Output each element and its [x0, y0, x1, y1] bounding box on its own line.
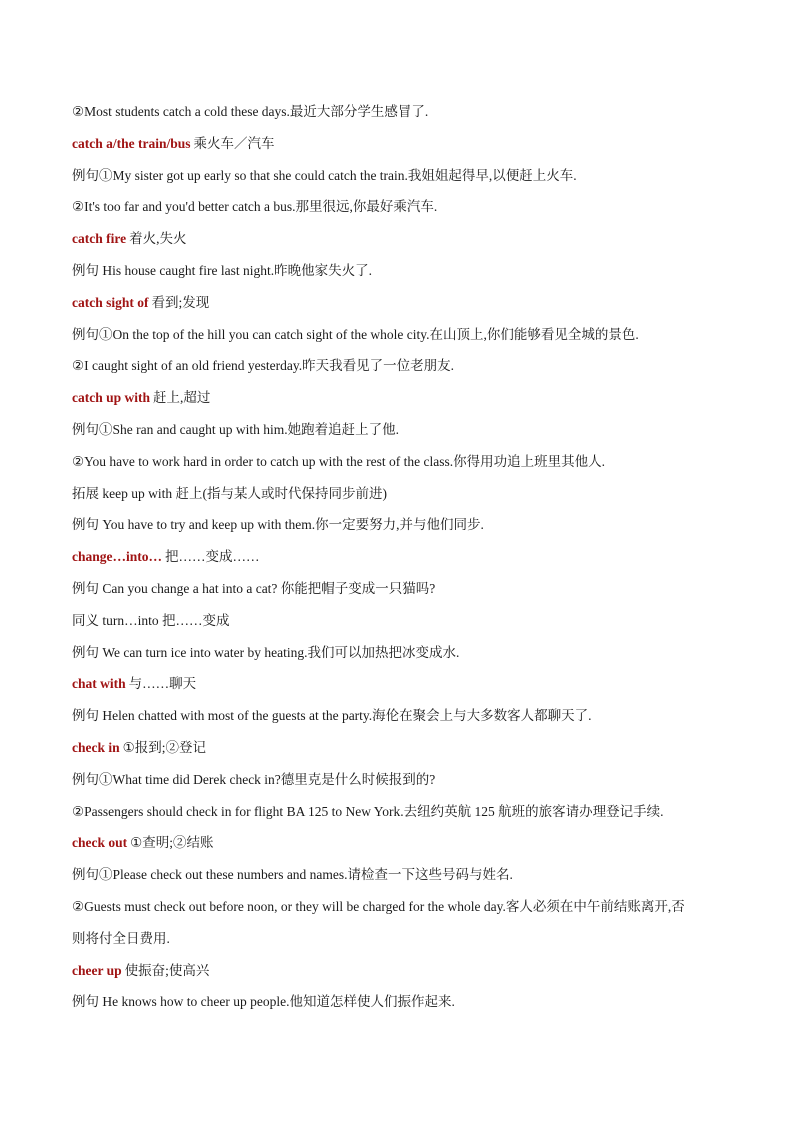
- text-line: ②I caught sight of an old friend yesterday.昨天我看见了一位老朋友.: [72, 358, 455, 374]
- text-line: 同义 turn…into 把……变成: [72, 612, 230, 628]
- text-line: 例句 Helen chatted with most of the guests at the party.海伦在聚会上与大多数客人都聊天了.: [72, 708, 592, 724]
- text-line: 例句①What time did Derek check in?德里克是什么时候报到的?: [72, 771, 436, 787]
- text-line: ②Guests must check out before noon, or they will be charged for the whole day.客人必须在中午前结账离开,否: [72, 898, 685, 914]
- text-line: 拓展 keep up with 赶上(指与某人或时代保持同步前进): [72, 485, 387, 501]
- text-line: 例句 We can turn ice into water by heating.我们可以加热把冰变成水.: [72, 644, 460, 660]
- phrase-entry: [72, 223, 732, 255]
- phrase-entry: [72, 732, 732, 764]
- text-line: 例句①On the top of the hill you can catch sight of the whole city.在山顶上,你们能够看见全城的景色.: [72, 326, 639, 342]
- text-line: ②Passengers should check in for flight BA 125 to New York.去纽约英航 125 航班的旅客请办理登记手续.: [72, 803, 664, 819]
- phrase-term: catch up with: [72, 390, 151, 406]
- phrase-meaning: 使振奋;使高兴: [124, 962, 210, 978]
- text-line: 例句 He knows how to cheer up people.他知道怎样使人们振作起来.: [72, 994, 455, 1010]
- phrase-meaning: 着火,失火: [129, 231, 187, 247]
- text-line: 例句①Please check out these numbers and names.请检查一下这些号码与姓名.: [72, 867, 513, 883]
- phrase-entry: [72, 955, 732, 987]
- phrase-term: check out: [72, 835, 128, 851]
- phrase-meaning: 与……聊天: [128, 676, 197, 692]
- phrase-meaning: ①查明;②结账: [130, 835, 214, 851]
- phrase-term: catch sight of: [72, 294, 149, 310]
- text-line: 例句 His house caught fire last night.昨晚他家失火了.: [72, 262, 372, 278]
- phrase-meaning: 乘火车／汽车: [193, 135, 275, 151]
- phrase-term: chat with: [72, 676, 126, 692]
- text-line: 则将付全日费用.: [72, 930, 170, 946]
- phrase-entry: [72, 827, 732, 859]
- phrase-term: change…into…: [72, 549, 163, 565]
- phrase-entry: [72, 668, 732, 700]
- phrase-entry: [72, 287, 732, 319]
- phrase-entry: [72, 541, 732, 573]
- text-line: 例句 You have to try and keep up with them.你一定要努力,并与他们同步.: [72, 517, 484, 533]
- text-line: ②Most students catch a cold these days.最近大部分学生感冒了.: [72, 104, 429, 119]
- phrase-term: cheer up: [72, 962, 122, 978]
- phrase-meaning: ①报到;②登记: [122, 739, 206, 755]
- text-line: 例句 Can you change a hat into a cat? 你能把帽子变成一只猫吗?: [72, 580, 436, 596]
- phrase-entry: [72, 382, 732, 414]
- document-body: [72, 96, 732, 1018]
- text-line: ②You have to work hard in order to catch up with the rest of the class.你得用功追上班里其他人.: [72, 453, 606, 469]
- phrase-term: catch fire: [72, 231, 127, 247]
- phrase-meaning: 赶上,超过: [153, 390, 211, 406]
- phrase-entry: [72, 128, 732, 160]
- text-line: ②It's too far and you'd better catch a bus.那里很远,你最好乘汽车.: [72, 199, 438, 215]
- phrase-term: catch a/the train/bus: [72, 135, 191, 151]
- phrase-meaning: 看到;发现: [151, 294, 210, 310]
- phrase-term: check in: [72, 739, 120, 755]
- phrase-meaning: 把……变成……: [165, 549, 260, 565]
- text-line: 例句①My sister got up early so that she could catch the train.我姐姐起得早,以便赶上火车.: [72, 167, 577, 183]
- text-line: 例句①She ran and caught up with him.她跑着追赶上了他.: [72, 421, 399, 437]
